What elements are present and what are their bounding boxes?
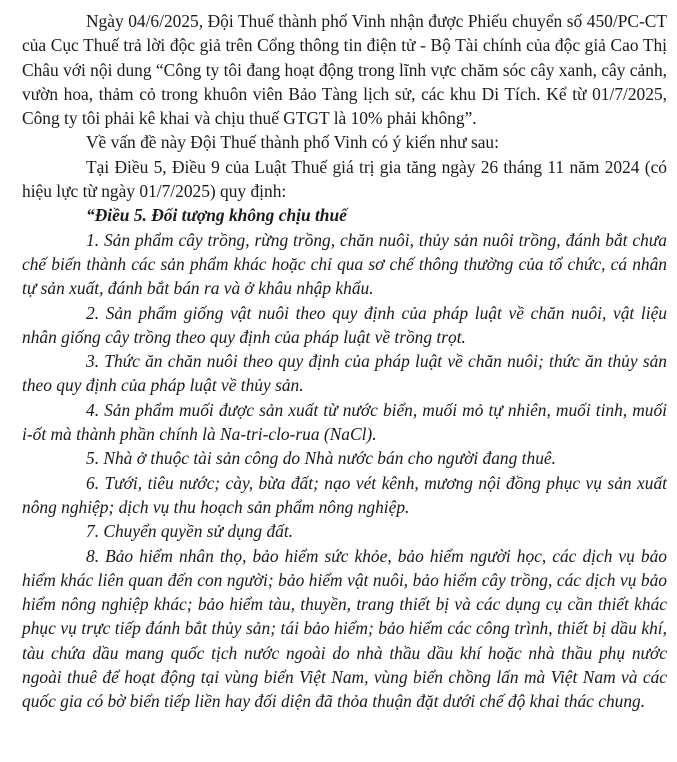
clause-6: 6. Tưới, tiêu nước; cày, bừa đất; nạo vét kênh, mương nội đồng phục vụ sản xuất nông nghiệp; dịch vụ thu hoạch sản phẩm nông nghiệp. xyxy=(22,472,667,517)
clause-5: 5. Nhà ở thuộc tài sản công do Nhà nước bán cho người đang thuê. xyxy=(86,448,556,469)
clause-7: 7. Chuyển quyền sử dụng đất. xyxy=(86,521,294,542)
clause-4: 4. Sản phẩm muối được sản xuất từ nước biển, muối mỏ tự nhiên, muối tinh, muối i-ốt mà thành phần chính là Na-tri-clo-rua (NaCl). xyxy=(22,399,667,445)
legal-basis-paragraph: Tại Điều 5, Điều 9 của Luật Thuế giá trị gia tăng ngày 26 tháng 11 năm 2024 (có hiệu lực từ ngày 01/7/2025) quy định: xyxy=(22,156,667,202)
clause-3: 3. Thức ăn chăn nuôi theo quy định của pháp luật về chăn nuôi; thức ăn thủy sản theo quy định của pháp luật về thủy sản. xyxy=(22,351,667,396)
opinion-paragraph: Về vấn đề này Đội Thuế thành phố Vinh có ý kiến như sau: xyxy=(86,132,499,153)
clause-8: 8. Bảo hiểm nhân thọ, bảo hiểm sức khỏe, bảo hiểm người học, các dịch vụ bảo hiểm khác liên quan đến con người; bảo hiểm vật nuôi, bảo hiểm cây trồng, các dịch vụ bảo hiểm nông nghiệp khác; bảo hiểm tàu, thuyền, trang thiết bị và các dụng cụ cần thiết khác phục vụ trực tiếp đánh bắt thủy sản; tái bảo hiểm; bảo hiểm các công trình, thiết bị dầu khí, tàu chứa dầu mang quốc tịch nước ngoài do nhà thầu dầu khí hoặc nhà thầu phụ nước ngoài thuê để hoạt động tại vùng biển Việt Nam, vùng biển chồng lấn mà Việt Nam và các quốc gia có bờ biển tiếp liền hay đối diện đã thỏa thuận đặt dưới chế độ khai thác chung. xyxy=(22,545,667,712)
clause-2: 2. Sản phẩm giống vật nuôi theo quy định của pháp luật về chăn nuôi, vật liệu nhân giống cây trồng theo quy định của pháp luật về trồng trọt. xyxy=(22,302,667,347)
clause-1: 1. Sản phẩm cây trồng, rừng trồng, chăn nuôi, thủy sản nuôi trồng, đánh bắt chưa chế biến thành các sản phẩm khác hoặc chỉ qua sơ chế thông thường của tổ chức, cá nhân tự sản xuất, đánh bắt bán ra và ở khâu nhập khẩu. xyxy=(22,229,667,299)
intro-paragraph: Ngày 04/6/2025, Đội Thuế thành phố Vinh nhận được Phiếu chuyển số 450/PC-CT của Cục Thuế trả lời độc giả trên Cổng thông tin điện tử - Bộ Tài chính của độc giả Cao Thị Châu với nội dung “Công ty tôi đang hoạt động trong lĩnh vực chăm sóc cây xanh, cây cảnh, vườn hoa, thảm cỏ trong khuôn viên Bảo Tàng lịch sử, các khu Di Tích. Kể từ 01/7/2025, Công ty tôi phải kê khai và chịu thuế GTGT là 10% phải không”. xyxy=(22,11,667,129)
article-5-heading: “Điều 5. Đối tượng không chịu thuế xyxy=(86,205,347,226)
